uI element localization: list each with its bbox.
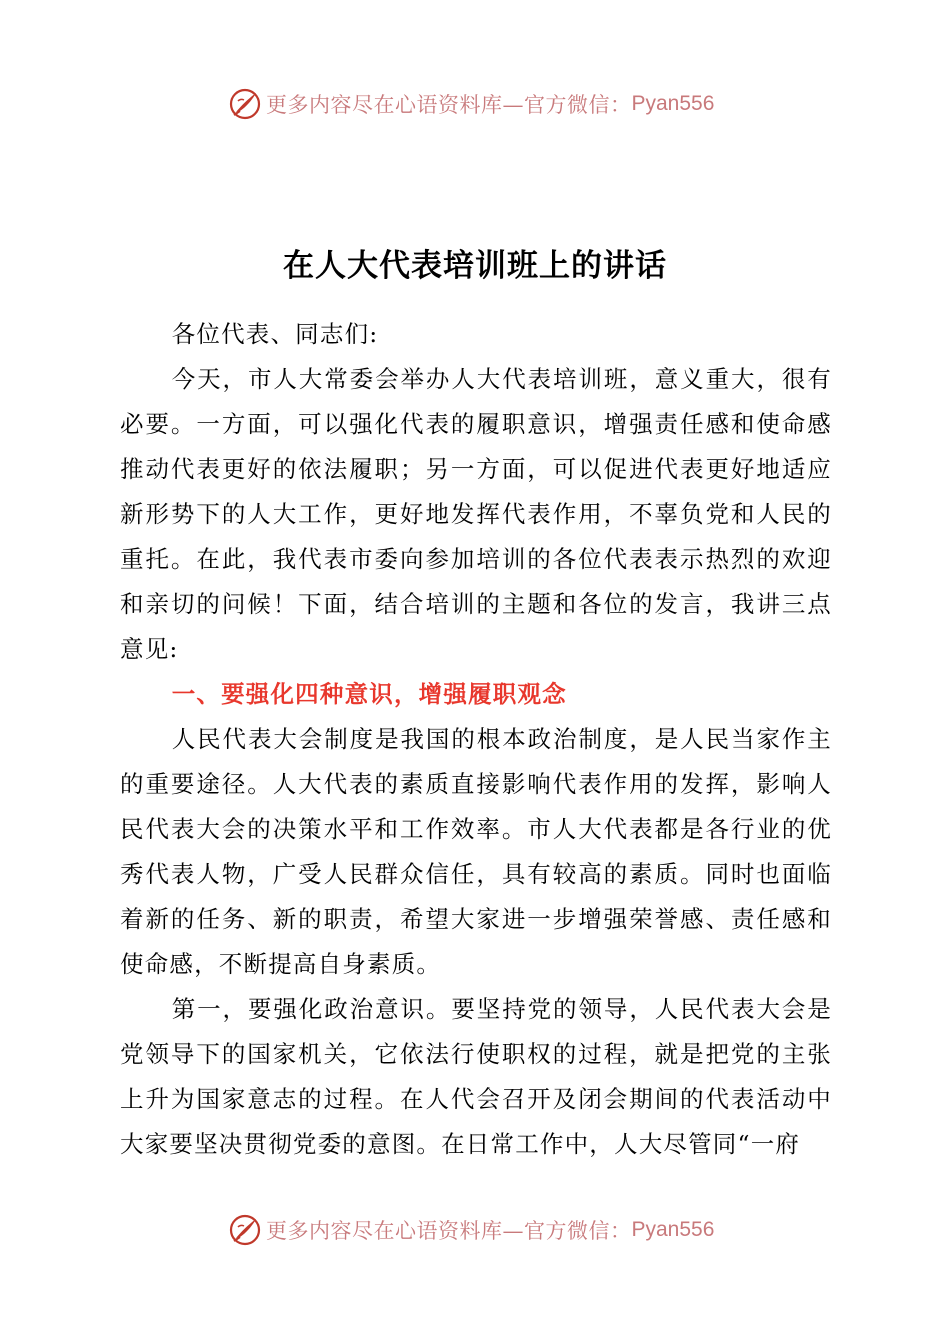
- quill-logo-icon: [228, 1213, 262, 1247]
- footer-watermark-banner: [228, 1210, 714, 1250]
- banner-text: 更多内容尽在心语资料库—官方微信：: [266, 93, 632, 117]
- paragraph-intro: 今天，市人大常委会举办人大代表培训班，意义重大，很有必要。一方面，可以强化代表的履职意识，增强责任感和使命感推动代表更好的依法履职；另一方面，可以促进代表更好地适应新形势下的人大工作，更好地发挥代表作用，不辜负党和人民的重托。在此，我代表市委向参加培训的各位代表表示热烈的欢迎和亲切的问候！下面，结合培训的主题和各位的发言，我讲三点意见:: [120, 365, 832, 663]
- banner-wechat-id: Pyan556: [631, 1218, 715, 1241]
- banner-wechat-id: Pyan556: [631, 92, 715, 115]
- quill-logo-icon: [228, 87, 262, 121]
- paragraph-first-point: 第一，要强化政治意识。要坚持党的领导，人民代表大会是党领导下的国家机关，它依法行使职权的过程，就是把党的主张上升为国家意志的过程。在人代会召开及闭会期间的代表活动中大家要坚决贯彻党委的意图。在日常工作中，人大尽管同“一府: [120, 995, 832, 1158]
- section-heading-1: 一、要强化四种意识，增强履职观念: [171, 680, 567, 708]
- paragraph-section-1: 人民代表大会制度是我国的根本政治制度，是人民当家作主的重要途径。人大代表的素质直接影响代表作用的发挥，影响人民代表大会的决策水平和工作效率。市人大代表都是各行业的优秀代表人物，广受人民群众信任，具有较高的素质。同时也面临着新的任务、新的职责，希望大家进一步增强荣誉感、责任感和使命感，不断提高自身素质。: [120, 725, 832, 978]
- document-title: 在人大代表培训班上的讲话: [283, 248, 667, 284]
- greeting: 各位代表、同志们:: [171, 320, 379, 348]
- header-watermark-banner: [228, 84, 714, 124]
- document-body: [120, 312, 832, 1167]
- banner-text: 更多内容尽在心语资料库—官方微信：: [266, 1219, 632, 1243]
